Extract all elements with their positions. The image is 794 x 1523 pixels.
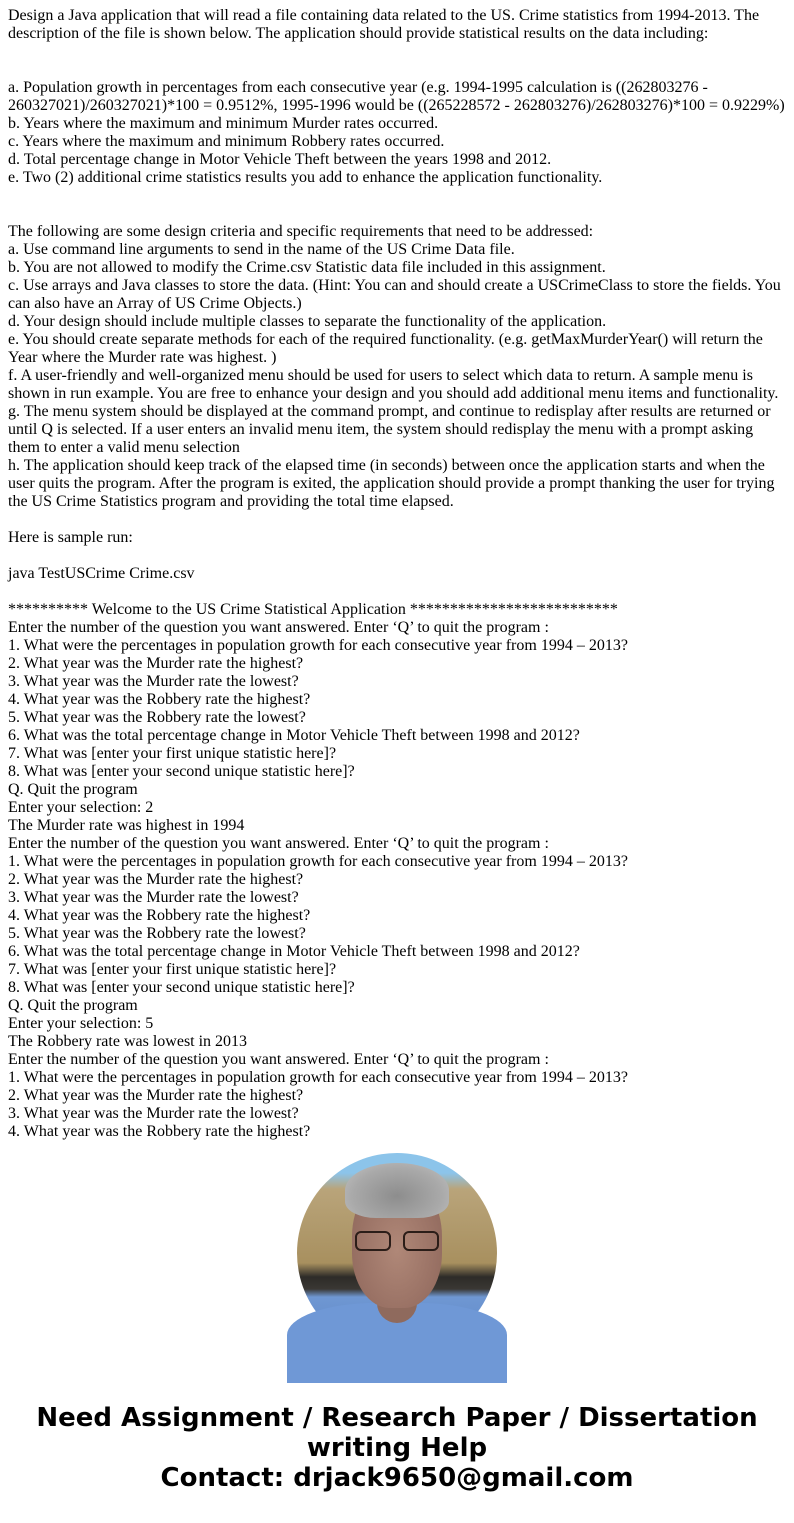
selection-line: Enter your selection: 2: [8, 799, 154, 816]
footer-line-1: Need Assignment / Research Paper / Dissertation: [36, 1403, 758, 1433]
menu-item-6: 6. What was the total percentage change in Motor Vehicle Theft between 1998 and 2012?: [8, 943, 580, 960]
menu-item-5: 5. What year was the Robbery rate the lowest?: [8, 709, 306, 726]
menu-item-4: 4. What year was the Robbery rate the highest?: [8, 907, 311, 924]
menu-item-4: 4. What year was the Robbery rate the highest?: [8, 1123, 311, 1140]
menu-item-6: 6. What was the total percentage change in Motor Vehicle Theft between 1998 and 2012?: [8, 727, 580, 744]
requirement-d: d. Your design should include multiple classes to separate the functionality of the application.: [8, 313, 607, 330]
selection-line: Enter your selection: 5: [8, 1015, 154, 1032]
spacer: [8, 511, 788, 529]
menu-item-2: 2. What year was the Murder rate the highest?: [8, 655, 304, 672]
menu-item-3: 3. What year was the Murder rate the lowest?: [8, 889, 299, 906]
menu-item-2: 2. What year was the Murder rate the highest?: [8, 871, 304, 888]
menu-item-5: 5. What year was the Robbery rate the lowest?: [8, 925, 306, 942]
intro-paragraph: Design a Java application that will read a file containing data related to the US. Crime statistics from 1994-2013. The description of the file is shown below. The application should provide statistical results on the data including:: [8, 7, 760, 42]
menu-prompt: Enter the number of the question you want answered. Enter ‘Q’ to quit the program :: [8, 835, 549, 852]
spacer: [8, 43, 788, 79]
glasses-icon: [355, 1231, 439, 1253]
sample-run-command: java TestUSCrime Crime.csv: [8, 565, 195, 582]
requirement-a: a. Use command line arguments to send in the name of the US Crime Data file.: [8, 241, 515, 258]
menu-item-1: 1. What were the percentages in population growth for each consecutive year from 1994 – 2013?: [8, 853, 628, 870]
menu-item-4: 4. What year was the Robbery rate the highest?: [8, 691, 311, 708]
welcome-banner: ********** Welcome to the US Crime Statistical Application **************************: [8, 601, 618, 618]
requirement-e: e. You should create separate methods for each of the required functionality. (e.g. getMaxMurderYear() will return the Year where the Murder rate was highest. ): [8, 331, 763, 366]
intro-item-c: c. Years where the maximum and minimum Robbery rates occurred.: [8, 133, 445, 150]
footer-contact: Contact: drjack9650@gmail.com: [160, 1463, 634, 1493]
result-line: The Murder rate was highest in 1994: [8, 817, 245, 834]
requirement-f: f. A user-friendly and well-organized menu should be used for users to select which data to return. A sample menu is shown in run example. You are free to enhance your design and you should add additional menu items and functionality.: [8, 367, 779, 402]
contact-footer: [0, 1403, 794, 1493]
footer-line-2: writing Help: [306, 1433, 488, 1463]
menu-item-quit: Q. Quit the program: [8, 997, 138, 1014]
intro-item-a: a. Population growth in percentages from each consecutive year (e.g. 1994-1995 calculation is ((262803276 - 260327021)/260327021)*100 = 0.9512%, 1995-1996 would be ((265228572 - 262803276)/262803276)*100 = 0.9229%): [8, 79, 785, 114]
menu-item-8: 8. What was [enter your second unique statistic here]?: [8, 763, 355, 780]
spacer: [8, 187, 788, 223]
menu-item-1: 1. What were the percentages in population growth for each consecutive year from 1994 – 2013?: [8, 1069, 628, 1086]
menu-prompt: Enter the number of the question you want answered. Enter ‘Q’ to quit the program :: [8, 619, 549, 636]
requirement-c: c. Use arrays and Java classes to store the data. (Hint: You can and should create a USCrimeClass to store the fields. You can also have an Array of US Crime Objects.): [8, 277, 781, 312]
menu-item-8: 8. What was [enter your second unique statistic here]?: [8, 979, 355, 996]
assignment-document: [8, 7, 788, 1141]
menu-item-7: 7. What was [enter your first unique statistic here]?: [8, 961, 337, 978]
requirement-b: b. You are not allowed to modify the Crime.csv Statistic data file included in this assignment.: [8, 259, 606, 276]
menu-prompt: Enter the number of the question you want answered. Enter ‘Q’ to quit the program :: [8, 1051, 549, 1068]
sample-run-label: Here is sample run:: [8, 529, 133, 546]
intro-item-e: e. Two (2) additional crime statistics results you add to enhance the application functionality.: [8, 169, 603, 186]
avatar-hair: [345, 1163, 449, 1218]
menu-item-1: 1. What were the percentages in population growth for each consecutive year from 1994 – 2013?: [8, 637, 628, 654]
intro-item-d: d. Total percentage change in Motor Vehicle Theft between the years 1998 and 2012.: [8, 151, 552, 168]
menu-item-3: 3. What year was the Murder rate the lowest?: [8, 673, 299, 690]
requirements-heading: The following are some design criteria and specific requirements that need to be addressed:: [8, 223, 594, 240]
menu-item-2: 2. What year was the Murder rate the highest?: [8, 1087, 304, 1104]
spacer: [8, 547, 788, 565]
avatar: [297, 1153, 497, 1353]
menu-item-7: 7. What was [enter your first unique statistic here]?: [8, 745, 337, 762]
requirement-g: g. The menu system should be displayed at the command prompt, and continue to redisplay after results are returned or until Q is selected. If a user enters an invalid menu item, the system should redisplay the menu with a prompt asking them to enter a valid menu selection: [8, 403, 771, 456]
spacer: [8, 583, 788, 601]
requirement-h: h. The application should keep track of the elapsed time (in seconds) between once the application starts and when the user quits the program. After the program is exited, the application should provide a prompt thanking the user for trying the US Crime Statistics program and providing the total time elapsed.: [8, 457, 775, 510]
result-line: The Robbery rate was lowest in 2013: [8, 1033, 248, 1050]
intro-item-b: b. Years where the maximum and minimum Murder rates occurred.: [8, 115, 439, 132]
menu-item-3: 3. What year was the Murder rate the lowest?: [8, 1105, 299, 1122]
menu-item-quit: Q. Quit the program: [8, 781, 138, 798]
